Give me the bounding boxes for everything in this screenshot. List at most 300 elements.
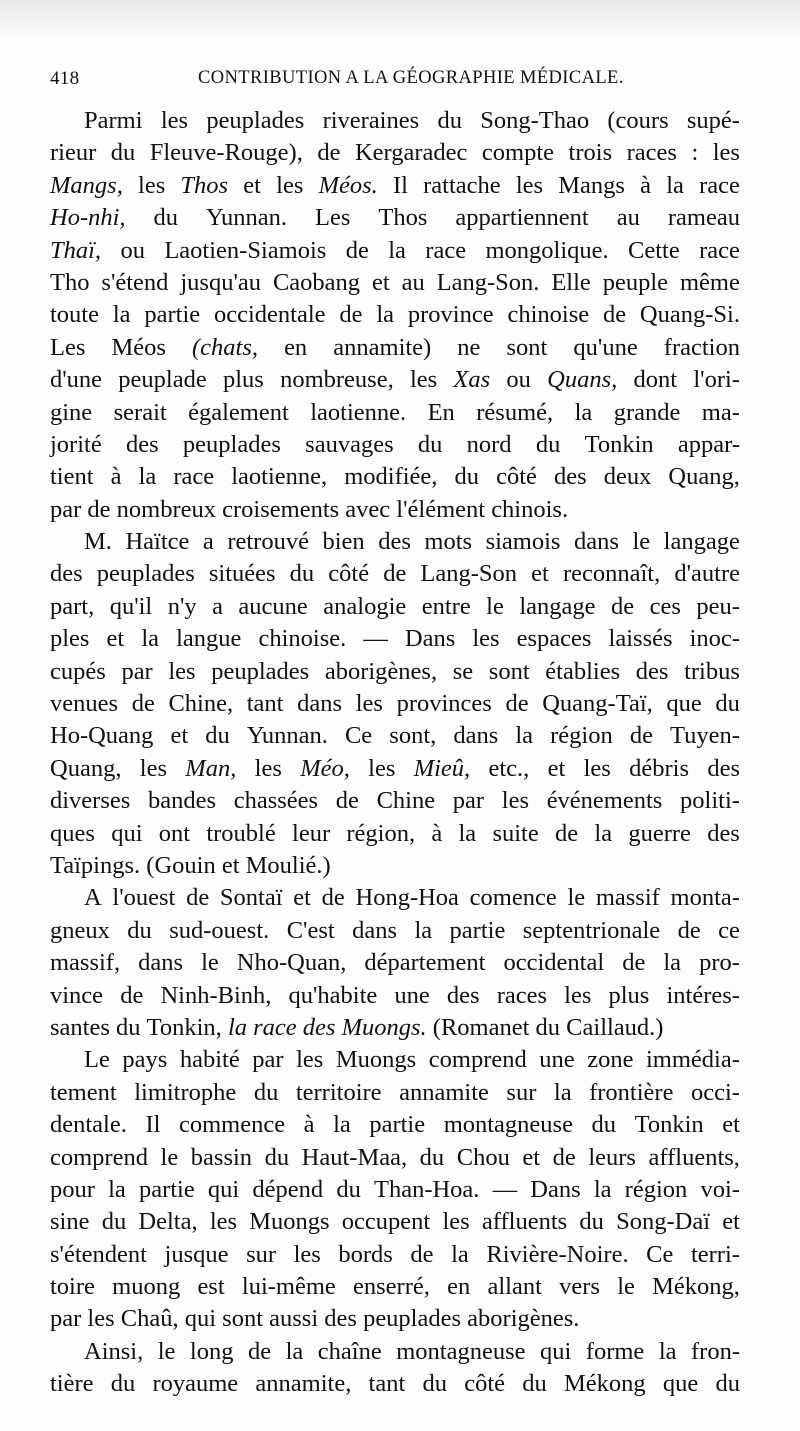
text-line xyxy=(50,1206,740,1238)
word: tribus xyxy=(684,657,740,685)
word: du xyxy=(253,1078,279,1106)
word: sont xyxy=(506,333,548,361)
word: Rivière-Noire. xyxy=(486,1240,629,1268)
italic-word: Méo, xyxy=(300,754,350,782)
word: frontière xyxy=(589,1078,674,1106)
word: massif, xyxy=(50,949,121,977)
word: qui xyxy=(207,1175,240,1203)
word: la xyxy=(108,1175,126,1203)
word: riveraines xyxy=(322,107,420,134)
word: sauvages xyxy=(305,430,394,458)
word: l'élément xyxy=(396,495,486,523)
text-line xyxy=(50,753,740,785)
word: mots xyxy=(424,528,473,556)
word: Ho-Quang xyxy=(50,722,154,750)
word: a xyxy=(212,592,223,620)
text-line xyxy=(50,267,740,299)
word: Les xyxy=(50,333,86,361)
text-line xyxy=(50,720,740,752)
text-line xyxy=(50,202,740,234)
word: et xyxy=(522,1143,541,1171)
word: situées xyxy=(208,560,276,588)
word: du xyxy=(417,430,443,458)
word: la xyxy=(515,722,534,750)
body-text xyxy=(50,105,740,1401)
word: vers xyxy=(559,1273,600,1301)
text-line xyxy=(50,1271,740,1303)
word: ples xyxy=(50,625,90,653)
word: les xyxy=(138,171,166,199)
word: peuplades xyxy=(96,560,195,588)
word: qui xyxy=(111,819,143,847)
word: Taïpings. xyxy=(50,851,141,879)
text-line xyxy=(50,137,740,169)
word: la xyxy=(451,1240,469,1268)
word: les xyxy=(160,107,189,134)
word: enserré, xyxy=(353,1273,430,1301)
page-top-edge xyxy=(0,0,800,40)
word: chinoise xyxy=(507,301,590,329)
word: tière xyxy=(50,1370,94,1398)
word: du xyxy=(205,722,230,750)
text-line xyxy=(50,1336,740,1368)
word: Sontaï xyxy=(219,884,283,912)
word: de xyxy=(186,884,210,912)
word: Nho-Quan, xyxy=(236,949,347,977)
word: du xyxy=(289,560,315,588)
word: habité xyxy=(179,1046,240,1074)
word: de xyxy=(335,787,359,815)
word: de xyxy=(552,1143,576,1171)
word: forme xyxy=(585,1337,645,1365)
word: : xyxy=(691,139,699,167)
word: langage xyxy=(519,592,596,620)
word: ces xyxy=(649,592,681,620)
word: des xyxy=(707,819,740,847)
word: toire xyxy=(50,1273,95,1301)
text-line xyxy=(50,1368,740,1400)
word: Haut-Maa, xyxy=(301,1143,408,1171)
word: le xyxy=(160,1143,179,1171)
word: Hong-Hoa xyxy=(355,884,459,912)
text-line xyxy=(50,494,740,526)
word: Caillaud.) xyxy=(566,1013,664,1041)
word: qui xyxy=(184,1305,217,1333)
word: occi- xyxy=(690,1078,740,1106)
word: bandes xyxy=(147,787,217,815)
word: politi- xyxy=(680,787,740,815)
word: partie xyxy=(369,1111,426,1139)
word: comprend xyxy=(50,1143,148,1171)
word: du xyxy=(419,1143,445,1171)
word: retrouvé xyxy=(227,528,309,556)
word: langage xyxy=(663,528,740,556)
word: des xyxy=(635,657,669,685)
word: de xyxy=(120,981,144,1009)
word: la xyxy=(594,819,613,847)
word: commence xyxy=(178,1111,286,1139)
word: comence xyxy=(469,884,557,912)
word: les xyxy=(501,787,529,815)
word: Ce xyxy=(646,1240,674,1268)
word: Dans xyxy=(530,1175,581,1203)
word: du xyxy=(422,1370,448,1398)
word: le xyxy=(617,1273,635,1301)
text-line xyxy=(50,1077,740,1109)
word: la xyxy=(414,916,433,944)
word: chinois. xyxy=(491,495,569,523)
word: la xyxy=(285,1337,304,1365)
word: du xyxy=(336,1175,361,1203)
word: Ce xyxy=(344,722,373,750)
word: des xyxy=(125,430,159,458)
word: de xyxy=(383,560,407,588)
word: C'est xyxy=(286,916,335,944)
word: race xyxy=(699,236,740,264)
word: monta- xyxy=(670,884,740,912)
word: (Romanet xyxy=(432,1013,530,1041)
word: Thos xyxy=(378,204,428,232)
word: occidental xyxy=(503,949,605,977)
word: résumé, xyxy=(476,398,554,426)
word: du xyxy=(116,1013,141,1041)
word: serait xyxy=(113,398,167,426)
word: Than-Hoa. xyxy=(373,1175,480,1203)
word: qu'habite xyxy=(288,981,378,1009)
word: bassin xyxy=(190,1143,253,1171)
text-line xyxy=(50,461,740,493)
word: dentale. xyxy=(50,1111,127,1139)
word: la xyxy=(574,398,593,426)
word: appartiennent xyxy=(455,204,589,232)
word: fron- xyxy=(691,1337,740,1365)
word: dans xyxy=(453,722,499,750)
word: Lang-Son. xyxy=(436,268,540,296)
word: ont xyxy=(158,819,191,847)
word: Quang, xyxy=(668,463,740,491)
word: du xyxy=(437,107,462,134)
word: rieur xyxy=(50,139,97,167)
word: les xyxy=(209,1208,238,1236)
word: Chou xyxy=(456,1143,510,1171)
word: laotienne. xyxy=(310,398,407,426)
word: Mékong xyxy=(563,1370,646,1398)
word: Tho xyxy=(50,268,90,296)
word: le xyxy=(201,949,219,977)
word: et xyxy=(547,754,566,782)
word: entre xyxy=(421,592,471,620)
word: muong xyxy=(112,1273,181,1301)
word: même xyxy=(680,268,740,296)
word: a xyxy=(202,528,214,556)
word: les xyxy=(87,1305,115,1333)
word: sine xyxy=(50,1208,90,1236)
word: du xyxy=(715,690,740,718)
word: Elle xyxy=(551,268,591,296)
word: annamite, xyxy=(255,1370,352,1398)
word: allant xyxy=(487,1273,542,1301)
italic-word: des xyxy=(302,1013,336,1041)
word: les xyxy=(355,690,383,718)
word: siamois xyxy=(485,528,561,556)
word: qui xyxy=(540,1337,572,1365)
word: et xyxy=(722,1111,740,1139)
text-line xyxy=(50,785,740,817)
word: race xyxy=(425,236,467,264)
paragraph xyxy=(50,1044,740,1336)
word: Song-Thao xyxy=(480,107,590,134)
italic-word: Thaï, xyxy=(50,236,102,264)
word: la xyxy=(138,463,157,491)
word: grande xyxy=(613,398,681,426)
word: intéres- xyxy=(666,981,740,1009)
word: dans xyxy=(352,916,398,944)
word: et xyxy=(221,851,240,879)
word: chassées xyxy=(233,787,319,815)
word: débris xyxy=(629,754,690,782)
word: les xyxy=(293,1240,321,1268)
word: la xyxy=(553,1078,572,1106)
word: par xyxy=(452,787,485,815)
word: A xyxy=(84,884,102,912)
word: Muongs xyxy=(335,1046,417,1074)
word: de xyxy=(87,495,111,523)
word: en xyxy=(284,333,308,361)
word: la xyxy=(112,301,131,329)
text-line xyxy=(50,526,740,558)
word: du xyxy=(153,204,179,232)
word: diverses xyxy=(50,787,131,815)
word: montagneuse xyxy=(443,1111,573,1139)
word: tement xyxy=(50,1078,117,1106)
word: Méos xyxy=(111,333,166,361)
italic-word: Mangs, xyxy=(50,171,123,199)
word: qu'une xyxy=(573,333,638,361)
word: sont, xyxy=(389,722,437,750)
text-line xyxy=(50,947,740,979)
word: de xyxy=(622,949,646,977)
word: les xyxy=(564,981,592,1009)
word: septentrionale xyxy=(522,916,661,944)
word: se xyxy=(452,657,474,685)
word: deux xyxy=(603,463,652,491)
word: royaume xyxy=(152,1370,239,1398)
page-number: 418 xyxy=(50,68,80,89)
word: Delta, xyxy=(138,1208,198,1236)
word: tant xyxy=(246,690,284,718)
word: ques xyxy=(50,819,95,847)
word: le xyxy=(632,528,651,556)
word: de xyxy=(602,301,627,329)
word: (cours xyxy=(607,107,669,134)
word: les xyxy=(515,171,544,199)
word: reconnaît, xyxy=(562,560,661,588)
text-line xyxy=(50,980,740,1012)
word: occupent xyxy=(341,1208,431,1236)
word: aussi xyxy=(269,1305,319,1333)
word: Fleuve-Rouge), xyxy=(149,139,303,167)
text-line xyxy=(50,1044,740,1076)
word: immédia- xyxy=(646,1046,740,1074)
italic-word: Ho-nhi, xyxy=(50,204,126,232)
word: région, xyxy=(346,819,416,847)
word: les xyxy=(276,171,304,199)
word: partie xyxy=(144,301,201,329)
text-line xyxy=(50,656,740,688)
word: Les xyxy=(315,204,351,232)
word: (Gouin xyxy=(146,851,216,879)
word: plus xyxy=(222,366,264,394)
word: suite xyxy=(492,819,539,847)
italic-word: Thos xyxy=(180,171,229,199)
word: à xyxy=(640,171,651,199)
word: voi- xyxy=(700,1175,740,1203)
word: rameau xyxy=(667,204,740,232)
text-line xyxy=(50,1012,740,1044)
word: sont xyxy=(222,1305,264,1333)
word: supé- xyxy=(686,107,740,134)
word: Yunnan. xyxy=(246,722,328,750)
word: de xyxy=(629,722,653,750)
word: peuplade xyxy=(118,366,207,394)
word: d'autre xyxy=(674,560,740,588)
word: Yunnan. xyxy=(206,204,288,232)
word: par xyxy=(121,657,153,685)
word: s'étendent xyxy=(50,1240,147,1268)
word: Lang-Son xyxy=(420,560,518,588)
word: une xyxy=(539,1046,575,1074)
word: des xyxy=(50,560,83,588)
italic-word: race xyxy=(253,1013,297,1041)
paragraph xyxy=(50,105,740,526)
word: côté xyxy=(328,560,370,588)
word: une xyxy=(394,981,430,1009)
word: croisements xyxy=(222,495,340,523)
word: la xyxy=(666,171,684,199)
word: Kergaradec xyxy=(354,139,468,167)
word: Moulié.) xyxy=(245,851,331,879)
word: côté xyxy=(464,1370,506,1398)
word: Ainsi, xyxy=(84,1337,144,1365)
word: la xyxy=(388,236,406,264)
word: limitrophe xyxy=(134,1078,237,1106)
word: de xyxy=(131,690,155,718)
word: affluents xyxy=(481,1208,568,1236)
word: du xyxy=(579,1208,604,1236)
word: le xyxy=(567,884,586,912)
word: du xyxy=(591,1111,617,1139)
word: Mangs xyxy=(558,171,625,199)
word: n'y xyxy=(167,592,197,620)
italic-word: Xas xyxy=(453,366,491,394)
word: Il xyxy=(392,171,408,199)
word: annamite xyxy=(399,1078,489,1106)
word: dépend xyxy=(252,1175,324,1203)
word: appar- xyxy=(677,430,740,458)
word: et xyxy=(722,1208,740,1236)
word: ou xyxy=(506,366,531,394)
word: peuplades xyxy=(211,657,310,685)
word: du xyxy=(454,463,479,491)
italic-word: Méos. xyxy=(318,171,378,199)
word: la xyxy=(333,1111,351,1139)
word: et xyxy=(293,884,311,912)
word: partie xyxy=(449,916,506,944)
word: de xyxy=(247,1337,272,1365)
word: de xyxy=(677,916,701,944)
word: nombreuse, xyxy=(280,366,394,394)
word: pays xyxy=(122,1046,168,1074)
word: le xyxy=(486,592,504,620)
word: qu'il xyxy=(109,592,153,620)
text-line xyxy=(50,688,740,720)
word: Chaû, xyxy=(120,1305,179,1333)
text-line xyxy=(50,397,740,429)
word: la xyxy=(376,301,395,329)
word: dont xyxy=(633,366,678,394)
text-line xyxy=(50,299,740,331)
word: du xyxy=(264,1143,290,1171)
word: les xyxy=(139,754,167,782)
word: et xyxy=(371,268,390,296)
word: jorité xyxy=(50,430,102,458)
word: la xyxy=(141,625,159,653)
word: races xyxy=(496,981,548,1009)
header-title: CONTRIBUTION A LA GÉOGRAPHIE MÉDICALE. xyxy=(198,68,624,88)
text-line xyxy=(50,1109,740,1141)
word: nord xyxy=(466,430,512,458)
word: aucune xyxy=(238,592,308,620)
word: montagneuse xyxy=(396,1337,526,1365)
word: espaces xyxy=(516,625,592,653)
word: à xyxy=(110,463,122,491)
word: leurs xyxy=(588,1143,636,1171)
word: dans xyxy=(574,528,619,556)
word: leur xyxy=(292,819,331,847)
word: les xyxy=(168,657,196,685)
text-line xyxy=(50,1239,740,1271)
text-line xyxy=(50,170,740,202)
word: Quang-Si. xyxy=(639,301,740,329)
word: provinces xyxy=(396,690,492,718)
word: de xyxy=(555,819,579,847)
word: de xyxy=(321,884,345,912)
text-line xyxy=(50,850,740,882)
word: dans xyxy=(138,949,184,977)
word: du xyxy=(101,1208,127,1236)
word: terri- xyxy=(690,1240,740,1268)
word: part, xyxy=(50,592,95,620)
word: occidentale xyxy=(214,301,326,329)
word: race xyxy=(699,171,740,199)
word: les xyxy=(712,139,740,167)
word: peuple xyxy=(602,268,669,296)
word: tant xyxy=(368,1370,406,1398)
word: Mékong, xyxy=(652,1273,740,1301)
word: Song-Daï xyxy=(616,1208,711,1236)
word: événements xyxy=(546,787,663,815)
text-line xyxy=(50,332,740,364)
word: chinoise. xyxy=(258,625,347,653)
text-line xyxy=(50,1303,740,1335)
word: région xyxy=(550,722,613,750)
word: et xyxy=(106,625,125,653)
word: Quang-Taï, xyxy=(542,690,653,718)
word: sur xyxy=(506,1078,537,1106)
word: lui-même xyxy=(241,1273,336,1301)
word: de xyxy=(345,236,369,264)
word: compte xyxy=(481,139,555,167)
